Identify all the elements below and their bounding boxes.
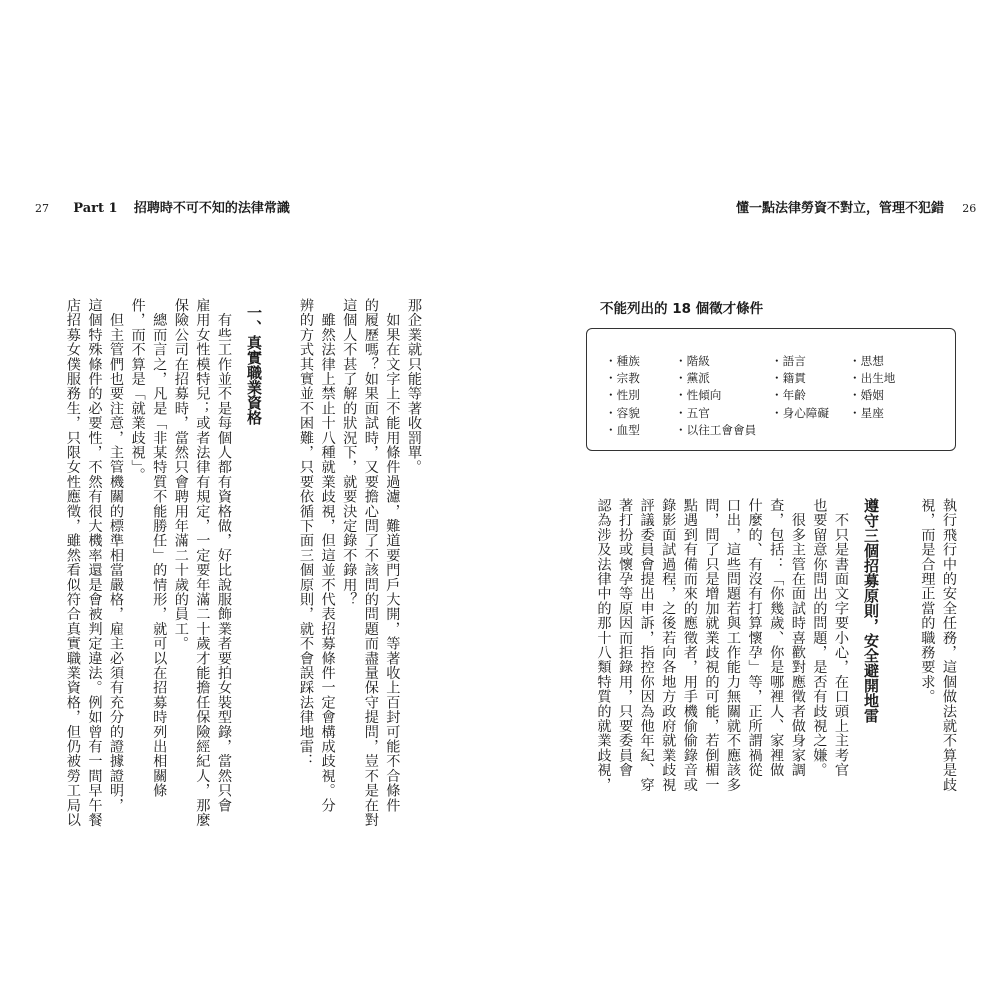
condition-item: ・血型	[605, 422, 640, 437]
conditions-column-3	[771, 353, 829, 422]
box-title: 不能列出的 18 個徵才條件	[600, 301, 764, 317]
right-page-number: 26	[962, 202, 977, 215]
left-running-header	[35, 200, 290, 218]
condition-item: ・以往工會會員	[675, 422, 757, 437]
conditions-box	[586, 328, 956, 451]
condition-item: ・階級	[675, 354, 710, 368]
condition-item: ・容貌	[605, 405, 640, 420]
condition-item: ・宗教	[605, 371, 640, 386]
condition-item: ・出生地	[849, 371, 896, 386]
condition-item: ・語言	[771, 354, 806, 368]
left-intro-text: 那企業就只能等著收罰單。 如果在文字上不能用條件過濾，難道要門戶大開，等著收上百封可能不合條件 的履歷嗎？如果面試時，又要擔心問了不該問的問題而盡量保守提問，豈不是在對 這個人不甚了解的狀況下，就要決定錄不錄用？ 雖然法律上禁止十八種就業歧視，但這並不代表招募條件一定會構成歧視。分 辨的方式其實並不困難，只要依循下面三個原則，就不會誤踩法律地雷：	[298, 298, 422, 828]
condition-item: ・五官	[675, 405, 710, 420]
left-page-number: 27	[35, 202, 49, 215]
condition-item: ・黨派	[675, 371, 710, 386]
condition-item: ・婚姻	[849, 388, 884, 403]
conditions-column-4	[849, 353, 895, 422]
condition-item: ・籍貫	[771, 371, 806, 386]
left-body-text: 有些工作並不是每個人都有資格做，好比說服飾業者要拍女裝型錄，當然只會 雇用女性模特兒；或者法律有規定，一定要年滿二十歲才能擔任保險經紀人，那麼 保險公司在招募時，當然只會聘用年滿二十歲的員工。 總而言之，凡是「非某特質不能勝任」的情形，就可以在招募時列出相關條 件，而不算是「就業歧視」。 但主管們也要注意，主管機關的標準相當嚴格，雇主必須有充分的證據證明， 這個特殊條件的必要性，不然有很大機率還是會被判定違法。例如曾有一間早午餐 店招募女僕服務生，只限女性應徵，雖然看似符合真實職業資格，但仍被勞工局以	[64, 298, 232, 828]
right-body-text: 不只是書面文字要小心，在口頭上主考官 也要留意你問出的問題，是否有歧視之嫌。 很多主管在面試時喜歡對應徵者做身家調 查，包括：「你幾歲、你是哪裡人、家裡做 什麼的、有沒有打算懷孕」等，正所謂禍從 口出，這些問題若與工作能力無關就不應該多 問，問了只是增加就業歧視的可能，若倒楣一 點遇到有備而來的應徵者，用手機偷偷錄音或 錄影面試過程，之後若向各地方政府就業歧視 評議委員會提出申訴，指控你因為他年紀、穿 著打扮或懷孕等原因而拒錄用，只要委員會 認為涉及法律中的那十八類特質的就業歧視，	[595, 498, 849, 792]
right-intro-text: 執行飛行中的安全任務，這個做法就不算是歧 視，而是合理正當的職務要求。	[919, 498, 957, 792]
right-running-header	[736, 200, 976, 218]
condition-item: ・星座	[849, 405, 884, 420]
part-label: Part 1	[73, 201, 118, 216]
condition-item: ・思想	[849, 354, 884, 368]
section-heading: 遵守三個招募原則，安全避開地雷	[862, 498, 880, 723]
condition-item: ・性傾向	[675, 388, 722, 403]
condition-item: ・種族	[605, 354, 640, 368]
part-title: 招聘時不可不知的法律常識	[133, 201, 290, 216]
left-subheading: 一、真實職業資格	[245, 305, 263, 425]
condition-item: ・性別	[605, 388, 640, 403]
conditions-column-1	[605, 353, 640, 439]
condition-item: ・年齡	[771, 388, 806, 403]
book-title: 懂一點法律勞資不對立，管理不犯錯	[736, 201, 945, 216]
conditions-column-2	[675, 353, 756, 439]
condition-item: ・身心障礙	[771, 405, 829, 420]
